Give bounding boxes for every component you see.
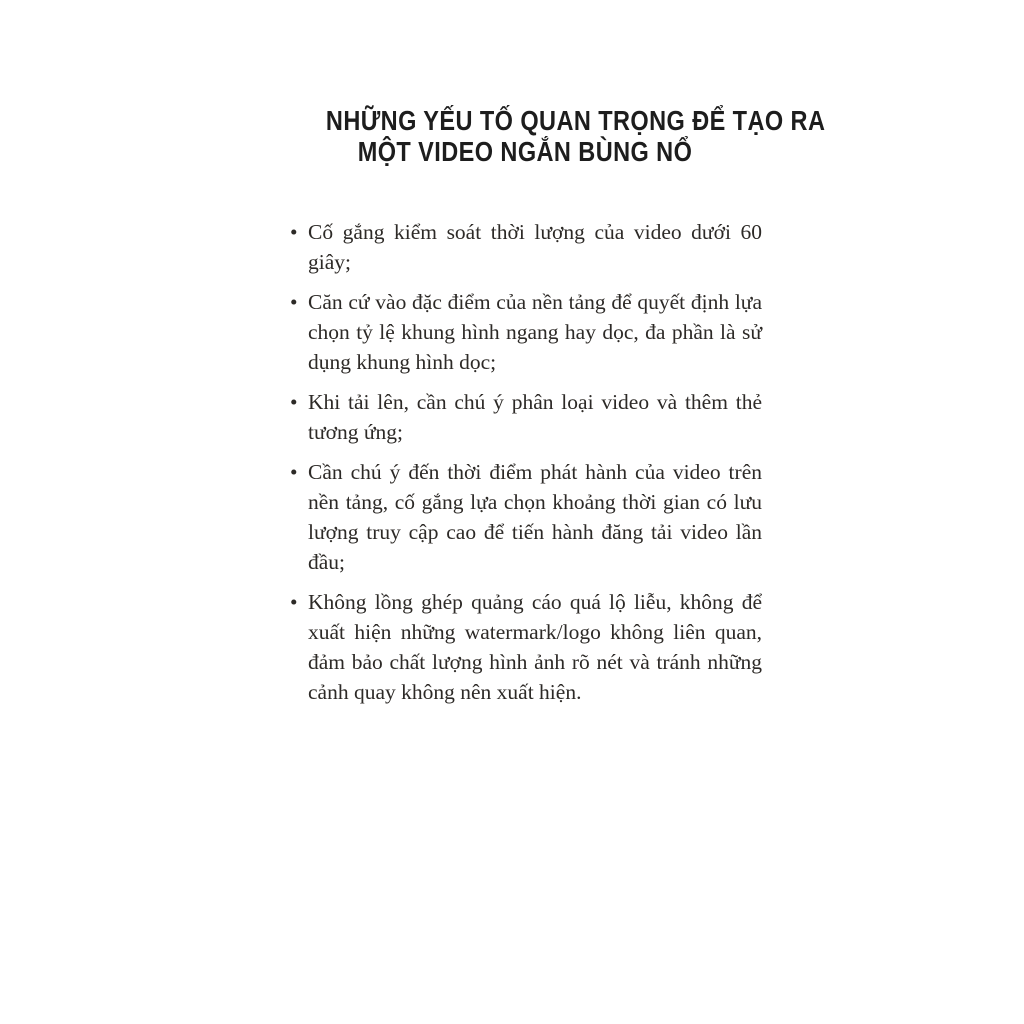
bullet-list (288, 217, 762, 707)
list-item (288, 217, 762, 277)
bullet-text: Khi tải lên, cần chú ý phân loại video và thêm thẻ tương ứng; (308, 390, 762, 444)
page-title (288, 105, 826, 167)
title-line-1: NHỮNG YẾU TỐ QUAN TRỌNG ĐỂ TẠO RA (325, 105, 826, 136)
list-item (288, 287, 762, 377)
bullet-icon: • (290, 220, 298, 244)
bullet-icon: • (290, 390, 298, 414)
bullet-text: Không lồng ghép quảng cáo quá lộ liễu, không để xuất hiện những watermark/logo không liên quan, đảm bảo chất lượng hình ảnh rõ nét và tránh những cảnh quay không nên xuất hiện. (308, 590, 762, 704)
list-item (288, 387, 762, 447)
list-item (288, 457, 762, 577)
bullet-text: Căn cứ vào đặc điểm của nền tảng để quyết định lựa chọn tỷ lệ khung hình ngang hay dọc, đa phần là sử dụng khung hình dọc; (308, 290, 762, 374)
page-content (288, 105, 826, 717)
bullet-text: Cố gắng kiểm soát thời lượng của video dưới 60 giây; (308, 220, 762, 274)
bullet-icon: • (290, 290, 298, 314)
bullet-text: Cần chú ý đến thời điểm phát hành của video trên nền tảng, cố gắng lựa chọn khoảng thời gian có lưu lượng truy cập cao để tiến hành đăng tải video lần đầu; (308, 460, 762, 574)
bullet-icon: • (290, 460, 298, 484)
bullet-icon: • (290, 590, 298, 614)
list-item (288, 587, 762, 707)
title-line-2: MỘT VIDEO NGẮN BÙNG NỔ (357, 136, 693, 167)
